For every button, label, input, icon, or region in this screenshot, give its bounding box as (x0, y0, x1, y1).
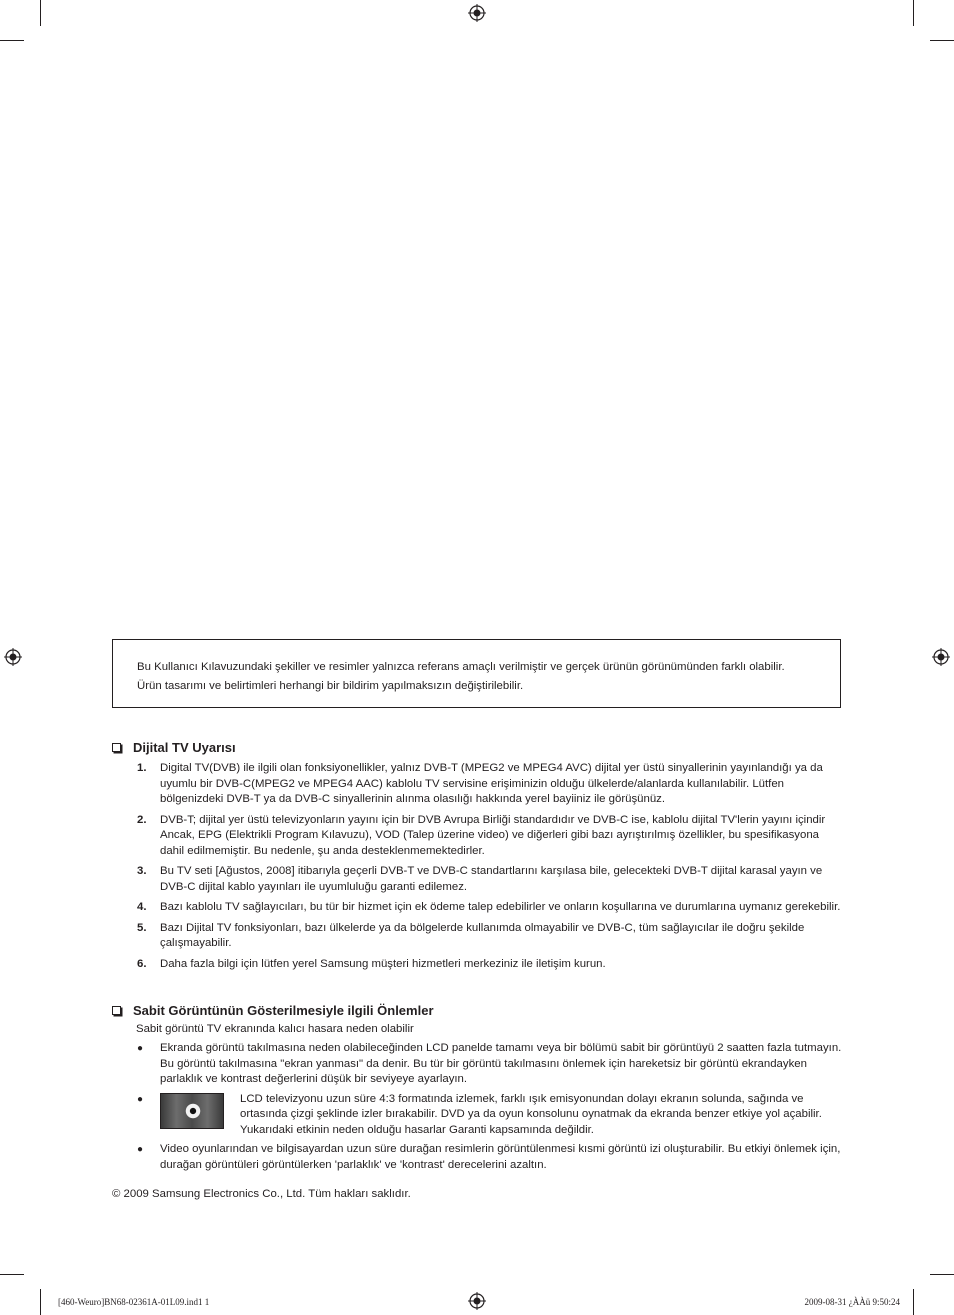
list-text: Daha fazla bilgi için lütfen yerel Samsung müşteri hizmetleri merkeziniz ile iletişim kurun. (160, 957, 606, 970)
checkbox-bullet-icon (112, 743, 121, 752)
section-heading-text: Sabit Görüntünün Gösterilmesiyle ilgili Önlemler (133, 1003, 434, 1018)
list-item (137, 1041, 842, 1088)
list-item (137, 864, 842, 895)
list-text: Ekranda görüntü takılmasına neden olabileceğinden LCD panelde tamamı veya bir bölümü sabit bir görüntüyü 2 saatten fazla tutmayın. Bu görüntü takılmasına "ekran yanması" da denir. Bu tür bir görüntü takılmasını önlemek için hareketsiz bir görüntü ekrandayken parlaklık ve kontrast değerlerini düşük bir seviyeye ayarlayın. (160, 1042, 842, 1085)
section-heading-text: Dijital TV Uyarısı (133, 740, 236, 755)
list-item (137, 761, 842, 808)
list-number: 1. (137, 762, 147, 774)
crop-mark (0, 40, 24, 41)
crop-mark (0, 1274, 24, 1275)
digital-tv-list (137, 761, 842, 977)
registration-mark-icon (932, 648, 950, 666)
list-item (137, 1092, 842, 1139)
list-text: Video oyunlarından ve bilgisayardan uzun süre durağan resimlerin görüntülenmesi kısmi görüntü izi oluşturabilir. Bu etkiyi önlemek için, durağan görüntüleri görüntülerken 'parlaklık' ve 'kontrast' derecelerini azaltın. (160, 1143, 841, 1171)
bullet-icon: ● (137, 1093, 144, 1105)
registration-mark-icon (4, 648, 22, 666)
crop-mark (913, 1289, 914, 1315)
print-slug-right: 2009-08-31 ¿ÀÀü 9:50:24 (804, 1297, 900, 1307)
list-text: DVB-T; dijital yer üstü televizyonların yayını için bir DVB Avrupa Birliği standardıdır ve DVB-C ise, kablolu dijital TV'lerin yayını içindir Ancak, EPG (Elektrikli Program Kılavuzu), VOD (Talep üzerine video) ve diğerleri gibi bazı ayrıştırılmış özellikler, bu spesifikasyona dahil edilmemiştir. Bu nedenle, şu anda desteklenmemektedirler. (160, 813, 826, 857)
list-text: Bu TV seti [Ağustos, 2008] itibarıyla geçerli DVB-T ve DVB-C standartlarını karşılasa bile, gelecekteki DVB-T dijital karasal yayın ve DVB-C dijital kablo yayınları ile uyumluluğu garanti edilemez. (160, 865, 823, 893)
registration-mark-icon (468, 1292, 486, 1310)
list-text: Bazı kablolu TV sağlayıcıları, bu tür bir hizmet için ek ödeme talep edebilirler ve onların koşullarına ve durumlarına uymanız gerekebilir. (160, 901, 841, 913)
list-number: 4. (137, 901, 147, 913)
list-item (137, 900, 842, 916)
bullet-icon: ● (137, 1144, 144, 1155)
section-heading-digital-tv (112, 740, 236, 755)
list-item (137, 1142, 842, 1173)
list-text: LCD televizyonu uzun süre 4:3 formatında izlemek, farklı ışık emisyonundan dolayı ekranın solunda, sağında ve ortasında çizgi şeklinde izler bırakabilir. DVD ya da oyun konsolunu oynatmak da ekranda benzer etkiye yol açabilir. Yukarıdaki etkinin neden olduğu hasarlar Garanti kapsamında değildir. (240, 1092, 822, 1136)
list-number: 2. (137, 813, 147, 826)
list-text: Bazı Dijital TV fonksiyonları, bazı ülkelerde ya da bölgelerde kullanımda olmayabilir ve DVB-C, tüm sağlayıcılar ile doğru şekilde çalışmayabilir. (160, 921, 805, 949)
list-text: Digital TV(DVB) ile ilgili olan fonksiyonellikler, yalnız DVB-T (MPEG2 ve MPEG4 AVC) dijital yer üstü sinyallerinin yayınlandığı ya da uyumlu bir DVB-C(MPEG2 ve MPEG4 AAC) kablolu TV servisine erişiminizin olduğu ülkelerde/alanlarda kullanılabilir. Lütfen bölgenizdeki DVB-T ya da DVB-C sinyallerinin alınma olasılığı hakkında yerel bayiiniz ile görüşünüz. (160, 762, 823, 805)
crop-mark (930, 40, 954, 41)
bullet-icon: ● (137, 1043, 144, 1054)
notice-line: Bu Kullanıcı Kılavuzundaki şekiller ve resimler yalnızca referans amaçlı verilmiştir ve gerçek ürünün görünümünden farklı olabilir. (137, 661, 785, 673)
tv-screen-thumbnail (160, 1093, 224, 1129)
section-heading-still-image (112, 1003, 434, 1018)
list-number: 6. (137, 957, 147, 970)
crop-mark (40, 1289, 41, 1315)
list-item (137, 813, 842, 860)
crop-mark (913, 0, 914, 26)
still-image-list (137, 1041, 842, 1177)
list-number: 3. (137, 865, 147, 877)
notice-box (112, 639, 841, 708)
notice-line: Ürün tasarımı ve belirtimleri herhangi bir bildirim yapılmaksızın değiştirilebilir. (137, 680, 524, 692)
checkbox-bullet-icon (112, 1006, 121, 1015)
section-intro: Sabit görüntü TV ekranında kalıcı hasara neden olabilir (136, 1023, 414, 1035)
list-item (137, 921, 842, 952)
print-slug-left: [460-Weuro]BN68-02361A-01L09.ind1 1 (58, 1297, 210, 1307)
registration-mark-icon (468, 4, 486, 22)
copyright-text: © 2009 Samsung Electronics Co., Ltd. Tüm hakları saklıdır. (112, 1188, 411, 1200)
list-item (137, 957, 842, 973)
crop-mark (930, 1274, 954, 1275)
list-number: 5. (137, 921, 147, 934)
flower-icon (185, 1103, 201, 1119)
crop-mark (40, 0, 41, 26)
